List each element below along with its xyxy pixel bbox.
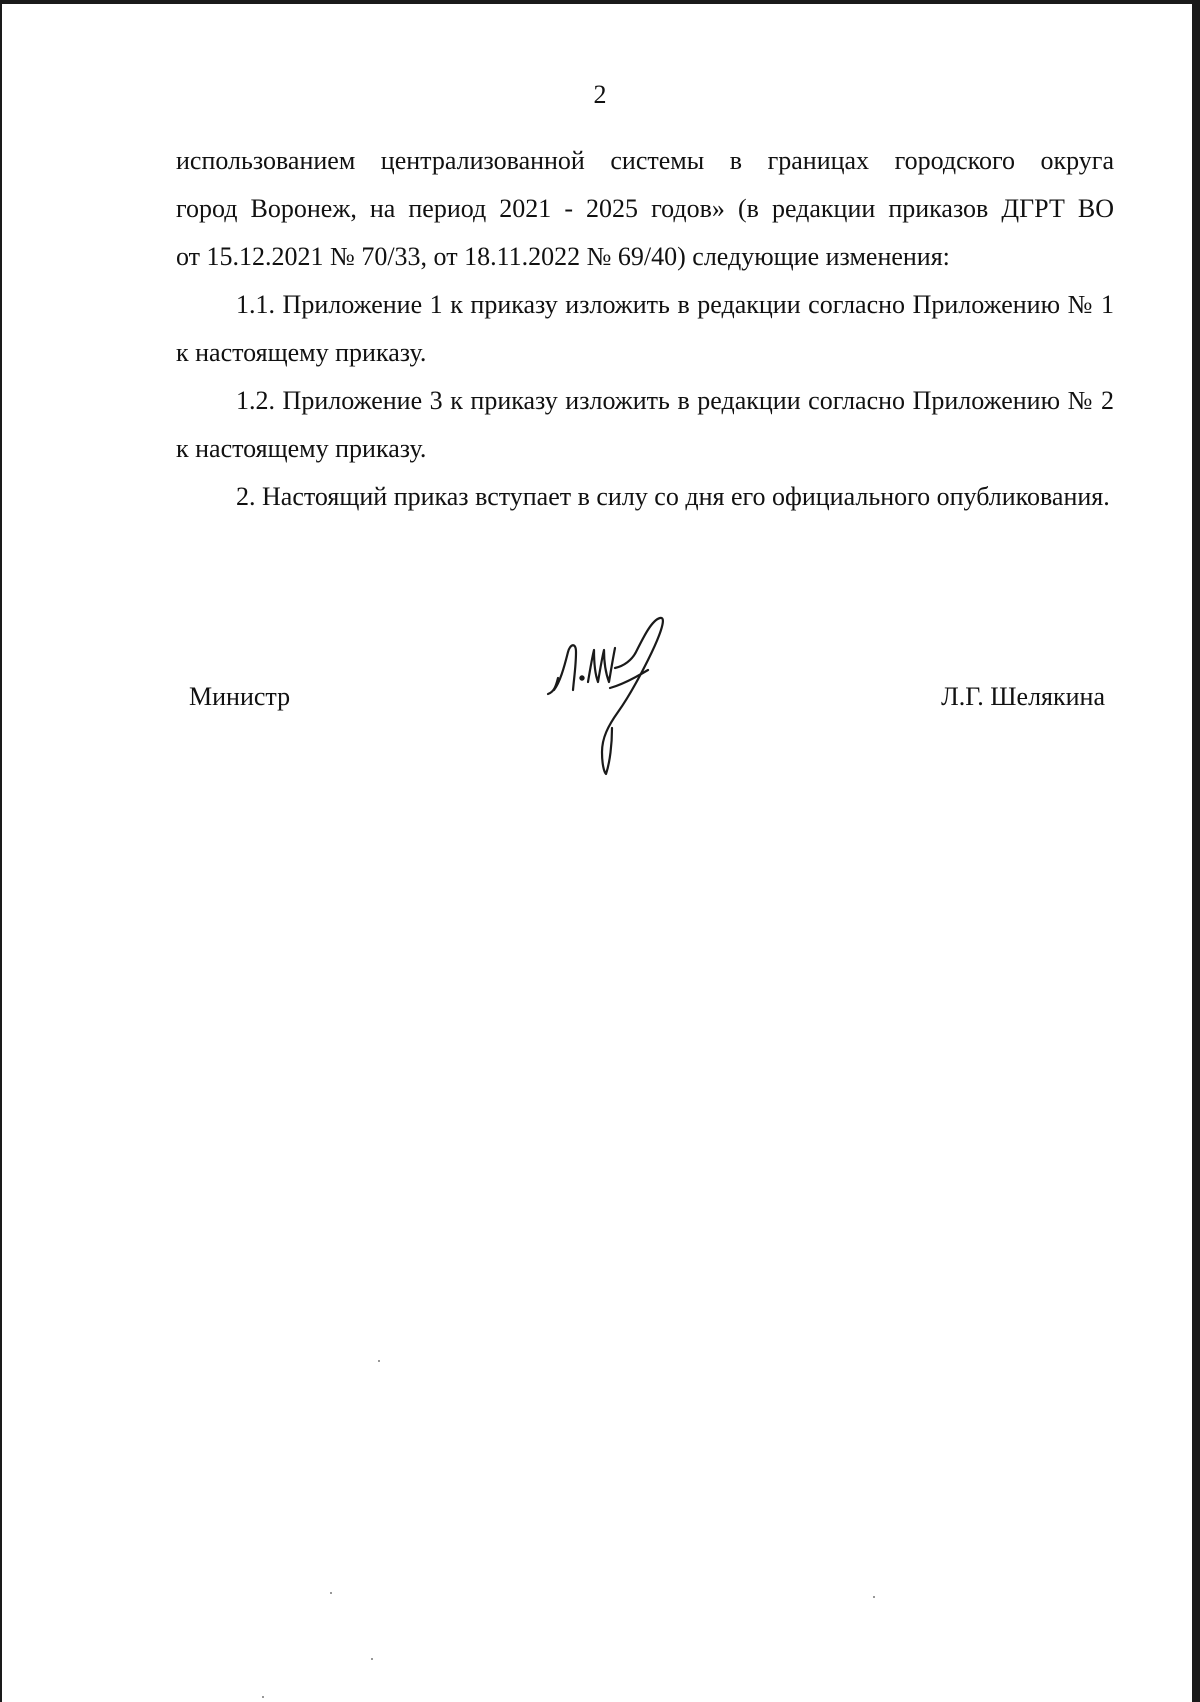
intro-line-2: город Воронеж, на период 2021 - 2025 годов» (в редакции приказов ДГРТ ВО bbox=[176, 194, 1114, 223]
scan-border-left bbox=[0, 0, 2, 1702]
paragraph-item-2: 2. Настоящий приказ вступает в силу со дня его официального опубликования. bbox=[236, 482, 1110, 511]
scan-speck bbox=[330, 1592, 332, 1594]
scan-speck bbox=[378, 1360, 380, 1362]
paragraph-item-1-1: 1.1. Приложение 1 к приказу изложить в редакции согласно Приложению № 1 к настоящему приказу. bbox=[176, 290, 1114, 367]
intro-line-1: использованием централизованной системы в границах городского округа bbox=[176, 146, 1114, 175]
scan-border-right bbox=[1192, 0, 1200, 1702]
page-number: 2 bbox=[593, 80, 607, 109]
signer-title: Министр bbox=[189, 682, 291, 711]
scan-speck bbox=[873, 1596, 875, 1598]
scan-speck bbox=[371, 1658, 373, 1660]
paragraph-item-1-2: 1.2. Приложение 3 к приказу изложить в редакции согласно Приложению № 2 к настоящему приказу. bbox=[176, 386, 1114, 463]
document-body bbox=[176, 137, 1114, 521]
intro-line-3: от 15.12.2021 № 70/33, от 18.11.2022 № 69/40) следующие изменения: bbox=[176, 242, 950, 271]
signer-name: Л.Г. Шелякина bbox=[941, 682, 1105, 711]
signature-row bbox=[0, 680, 1200, 720]
scan-speck bbox=[262, 1696, 264, 1698]
scan-border-top bbox=[0, 0, 1200, 4]
